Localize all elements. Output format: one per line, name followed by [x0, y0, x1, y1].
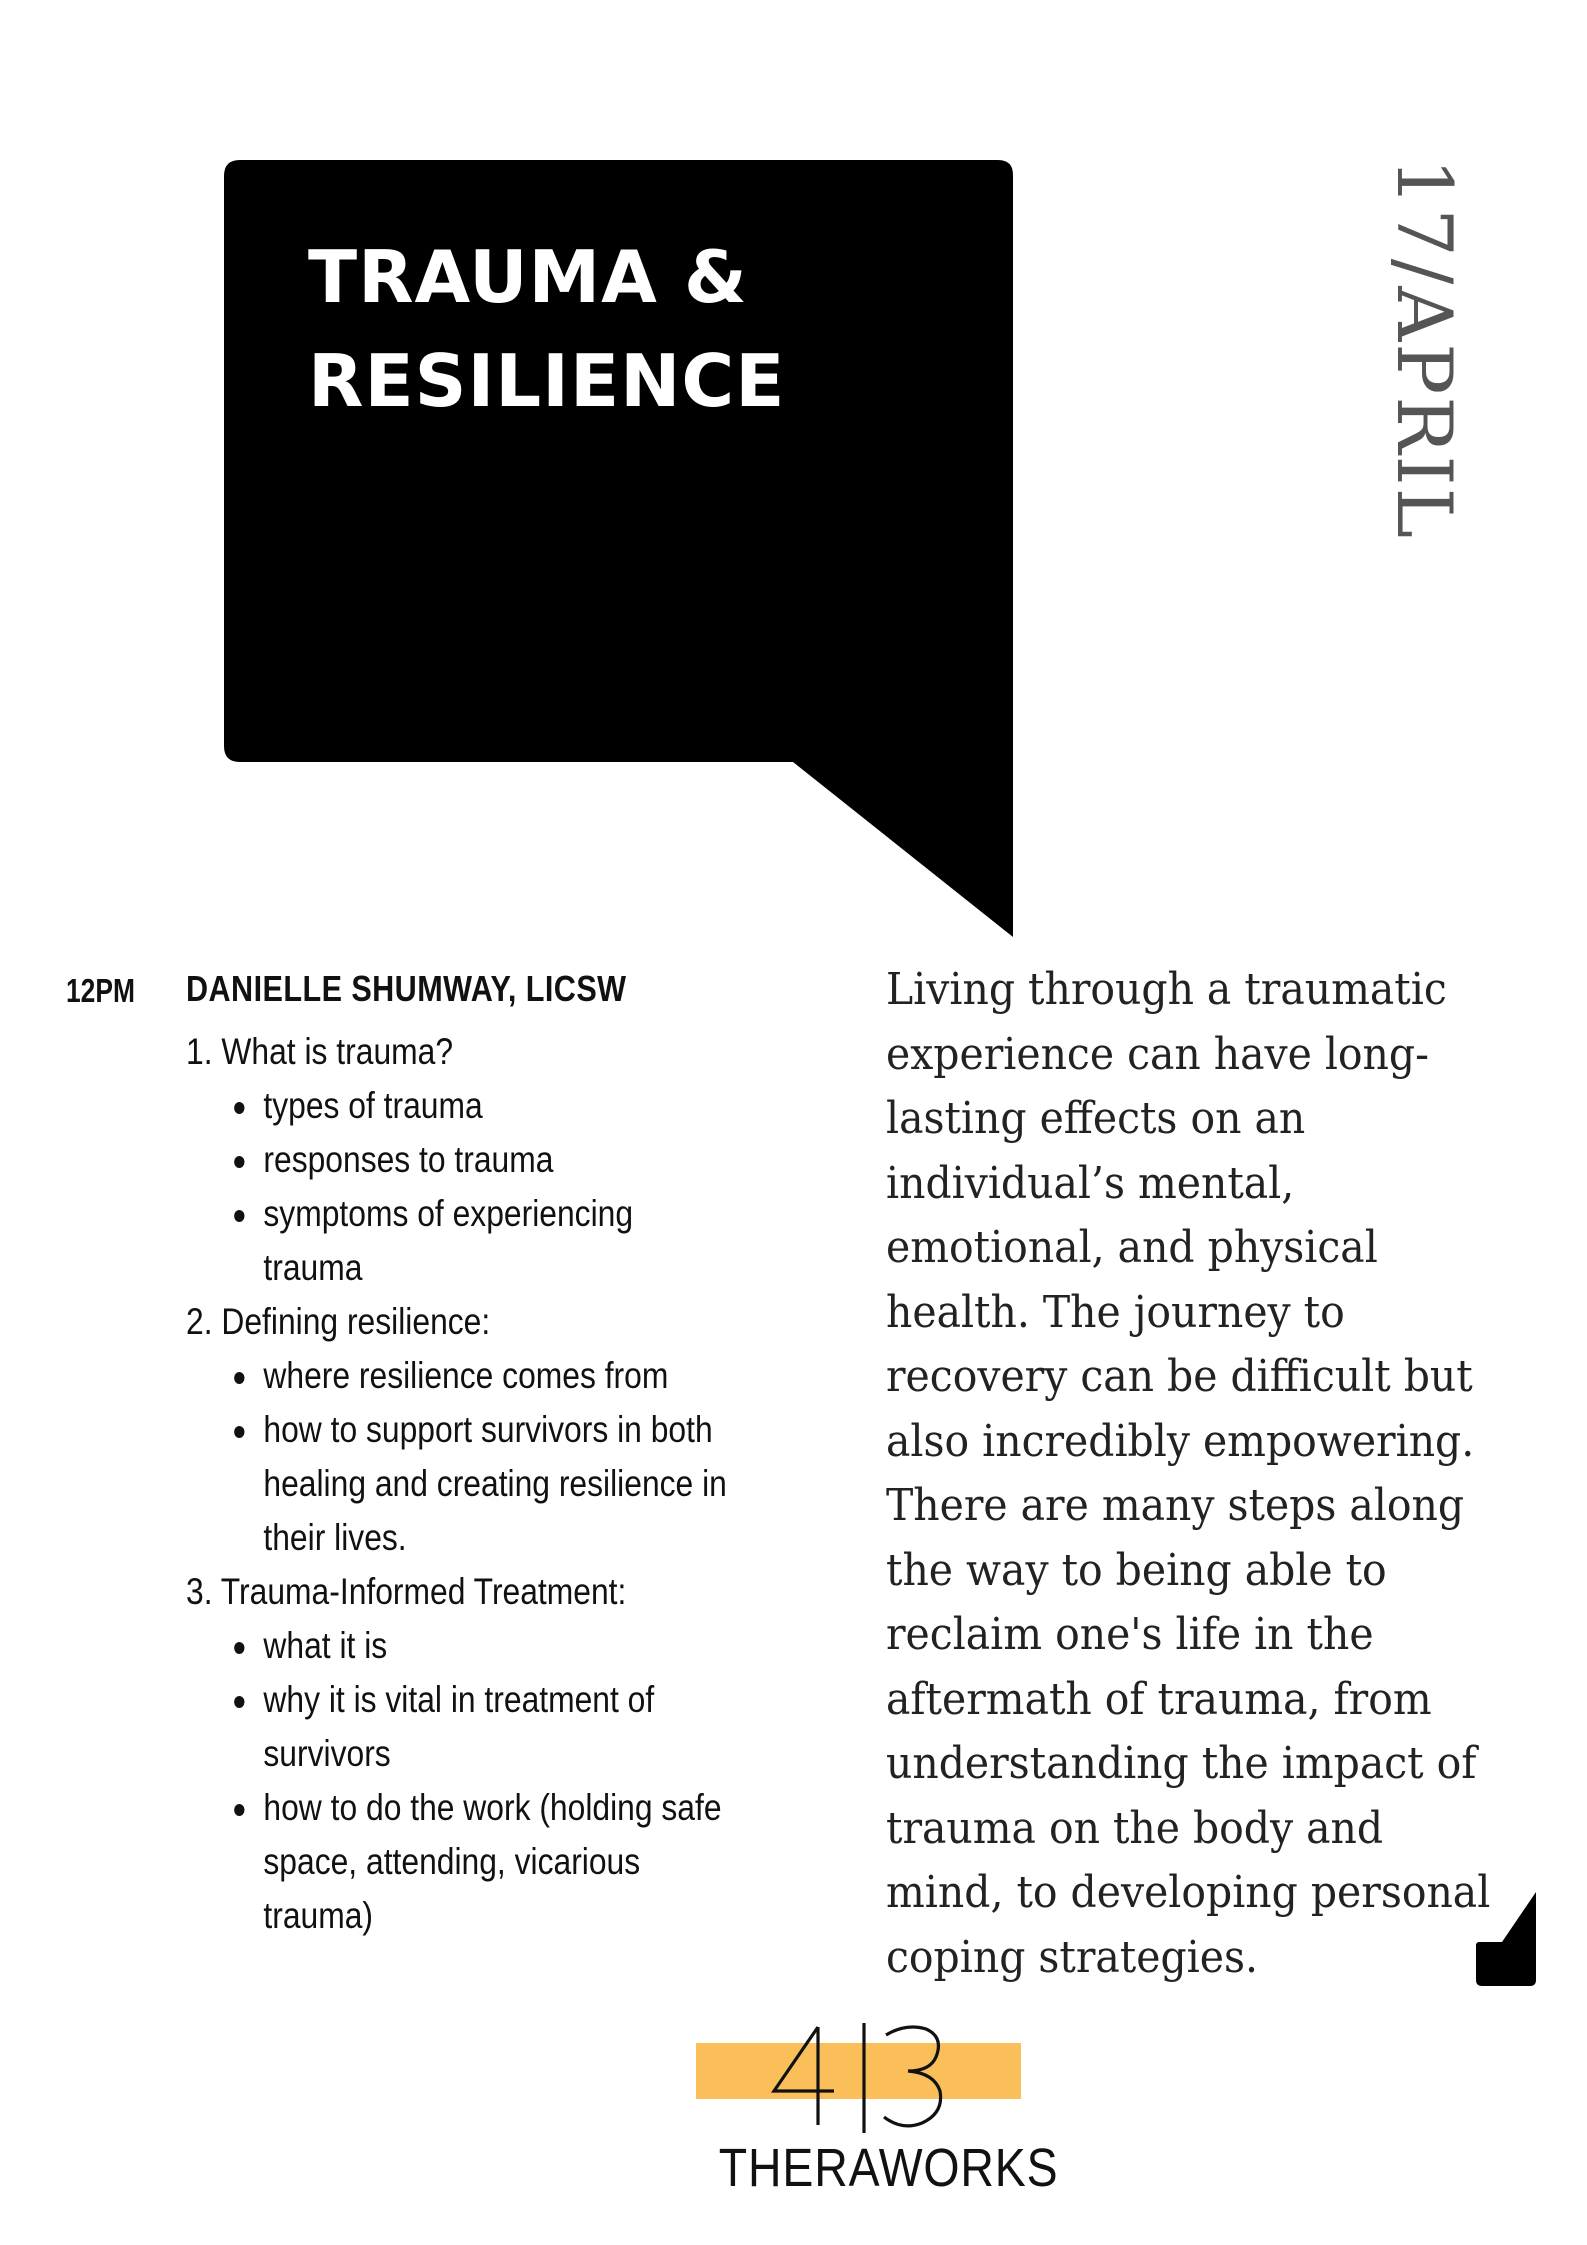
logo-413-icon — [766, 2021, 956, 2137]
event-description: Living through a traumatic experience can have long-lasting effects on an individual’s mental, emotional, and physical health. The journey to recovery can be difficult but also incredibly empowering. There are many steps along the way to being able to reclaim one's life in the aftermath of trauma, from understanding the impact of trauma on the body and mind, to developing personal coping strategies. — [886, 964, 1491, 1983]
outline-point: where resilience comes from — [263, 1349, 736, 1403]
theraworks-logo — [696, 2025, 1059, 2205]
outline-section-2 — [186, 1295, 736, 1565]
outline-point: why it is vital in treatment of survivors — [263, 1673, 736, 1781]
logo-wordmark: THERAWORKS — [718, 2138, 1059, 2198]
event-title-line-2: RESILIENCE — [308, 339, 786, 423]
speaker-name: DANIELLE SHUMWAY, LICSW — [186, 968, 627, 1009]
event-title-line-1: TRAUMA & — [308, 235, 748, 319]
outline-point: how to support survivors in both healing and creating resilience in their lives. — [263, 1403, 736, 1565]
event-title — [308, 225, 948, 433]
speech-tail-icon — [1474, 1890, 1538, 1986]
outline-section-1 — [186, 1025, 736, 1295]
outline-section-3 — [186, 1565, 736, 1943]
outline-heading: 3. Trauma-Informed Treatment: — [186, 1571, 627, 1612]
outline-points — [186, 1079, 736, 1295]
outline-point: how to do the work (holding safe space, attending, vicarious trauma) — [263, 1781, 736, 1943]
outline-point: types of trauma — [263, 1079, 736, 1133]
outline-point: what it is — [263, 1619, 736, 1673]
outline-heading: 2. Defining resilience: — [186, 1301, 491, 1342]
session-outline — [186, 1025, 736, 1943]
outline-points — [186, 1349, 736, 1565]
session-time: 12PM — [66, 972, 135, 1009]
outline-point: responses to trauma — [263, 1133, 736, 1187]
outline-heading: 1. What is trauma? — [186, 1031, 454, 1072]
outline-points — [186, 1619, 736, 1943]
outline-point: symptoms of experiencing trauma — [263, 1187, 736, 1295]
event-date: 17/APRIL — [1380, 158, 1469, 541]
